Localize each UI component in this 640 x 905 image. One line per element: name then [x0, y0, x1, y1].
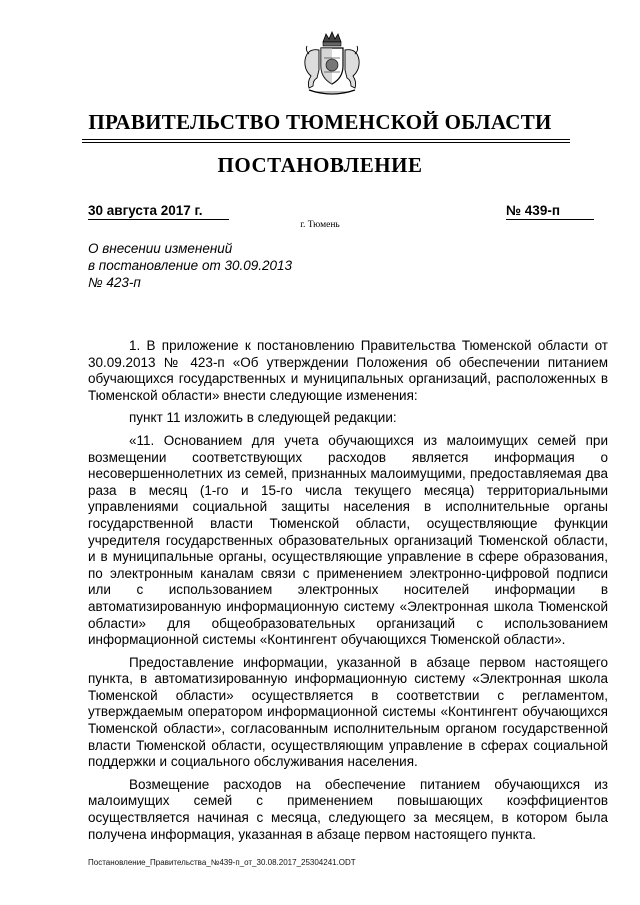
body-paragraph: Возмещение расходов на обеспечение питанием обучающихся из малоимущих семей с применением повышающих коэффициентов осуществляется начиная с месяца, следующего за месяцем, в котором была получена информация, указанная в абзаце первом настоящего пункта.	[88, 776, 608, 842]
footer-filename: Постановление_Правительства_№439-п_от_30.08.2017_25304241.ODT	[88, 858, 356, 867]
title-divider-bottom	[82, 142, 570, 143]
body-paragraph: 1. В приложение к постановлению Правительства Тюменской области от 30.09.2013 № 423-п «Об утверждении Положения об обеспечении питанием обучающихся государственных и муниципальных организаций, расположенных в Тюменской области» внести следующие изменения:	[88, 338, 608, 403]
document-type: ПОСТАНОВЛЕНИЕ	[217, 153, 423, 177]
title-divider-top	[82, 139, 570, 140]
body-paragraph: пункт 11 изложить в следующей редакции:	[129, 410, 397, 426]
document-body	[88, 338, 608, 843]
body-paragraph: Предоставление информации, указанной в абзаце первом настоящего пункта, в автоматизированную информационную систему «Электронная школа Тюменской области» осуществляется в соответствии с регламентом, утверждаемым оператором информационной системы «Контингент обучающихся Тюменской области», согласованным исполнительным органом государственной власти Тюменской области, осуществляющим управление в сферах социальной поддержки и социального обслуживания населения.	[88, 654, 608, 770]
subject-line: О внесении изменений	[88, 241, 233, 256]
body-paragraph: «11. Основанием для учета обучающихся из малоимущих семей при возмещении соответствующих расходов является информация о несовершеннолетних из семей, признанных малоимущими, предоставляемая два раза в месяц (1-го и 15-го числа текущего месяца) территориальными управлениями социальной защиты населения в исполнительные органы государственной власти Тюменской области, осуществляющие функции учредителя государственных образовательных организаций Тюменской области, и в муниципальные органы, осуществляющие управление в сфере образования, по электронным каналам связи с применением электронно-цифровой подписи или с использованием электронных носителей информации в автоматизированную информационную систему «Электронная школа Тюменской области» для общеобразовательных организаций с использованием информационной системы «Контингент обучающихся Тюменской области».	[88, 432, 608, 648]
document-number: № 439-п	[506, 203, 594, 220]
subject-line: в постановление от 30.09.2013	[88, 258, 293, 273]
coat-of-arms-icon	[295, 28, 369, 102]
document-date: 30 августа 2017 г.	[88, 203, 229, 220]
subject-line: № 423-п	[88, 275, 141, 290]
document-city: г. Тюмень	[300, 220, 340, 230]
government-title: ПРАВИТЕЛЬСТВО ТЮМЕНСКОЙ ОБЛАСТИ	[88, 110, 552, 134]
document-subject	[88, 240, 348, 291]
